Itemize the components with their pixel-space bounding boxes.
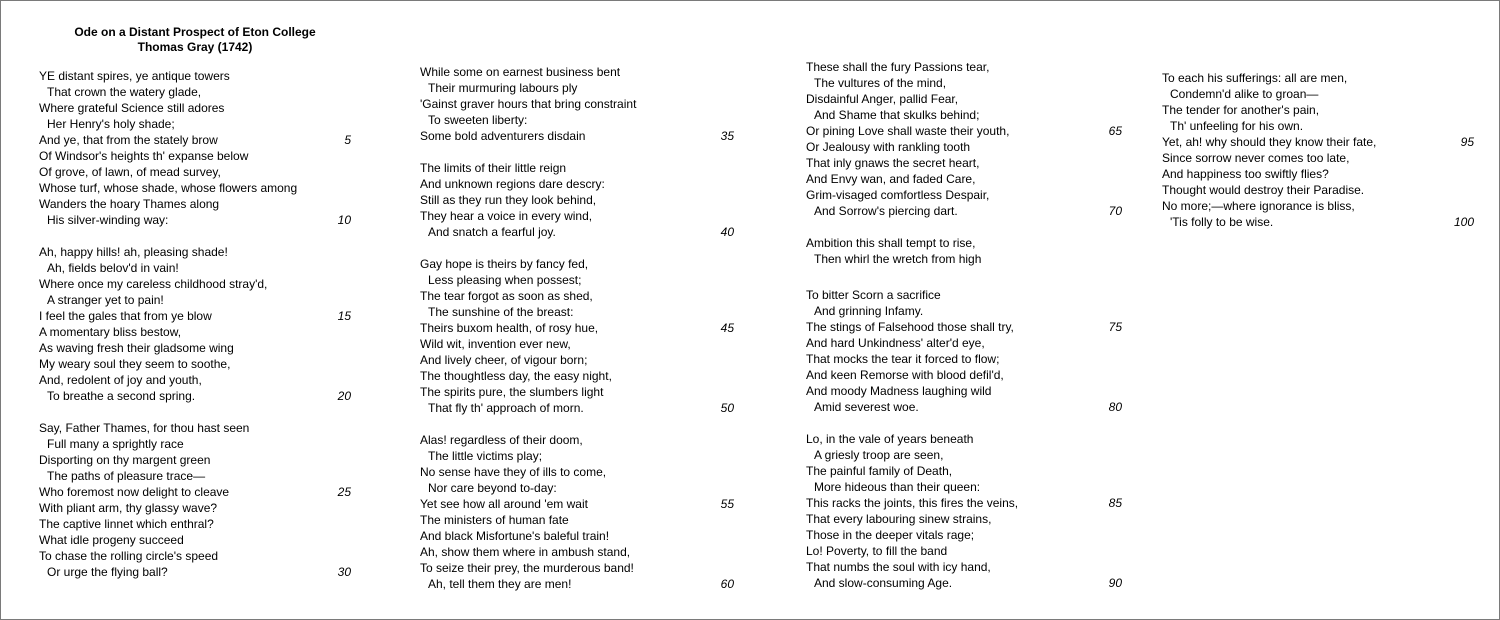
line-number: 35 <box>720 129 734 143</box>
verse-text: To each his sufferings: all are men, <box>1162 71 1348 85</box>
stanza <box>806 431 1122 591</box>
verse-line <box>806 203 1122 219</box>
verse-text: And slow-consuming Age. <box>814 576 953 590</box>
verse-line <box>39 500 351 516</box>
line-number: 5 <box>344 133 351 147</box>
verse-line <box>420 128 734 144</box>
verse-text: That mocks the tear it forced to flow; <box>806 352 1000 366</box>
verse-line <box>1162 214 1474 230</box>
stanza <box>420 160 734 240</box>
line-number: 30 <box>337 565 351 579</box>
verse-line <box>39 212 351 228</box>
verse-line <box>420 384 734 400</box>
line-number: 20 <box>337 389 351 403</box>
verse-line <box>806 187 1122 203</box>
verse-text: I feel the gales that from ye blow <box>39 309 212 323</box>
verse-text: Yet, ah! why should they know their fate, <box>1162 135 1377 149</box>
verse-text: The paths of pleasure trace— <box>47 469 206 483</box>
verse-text: And moody Madness laughing wild <box>806 384 992 398</box>
verse-text: Ah, tell them they are men! <box>428 577 572 591</box>
stanza <box>806 235 1122 267</box>
stanza-gap <box>420 240 734 256</box>
verse-text: That numbs the soul with icy hand, <box>806 560 991 574</box>
verse-text: That every labouring sinew strains, <box>806 512 992 526</box>
line-number: 55 <box>720 497 734 511</box>
verse-line <box>39 180 351 196</box>
stanza <box>420 64 734 144</box>
verse-text: That crown the watery glade, <box>47 85 202 99</box>
verse-line <box>806 559 1122 575</box>
verse-text: My weary soul they seem to soothe, <box>39 357 231 371</box>
verse-line <box>39 564 351 580</box>
line-number: 10 <box>337 213 351 227</box>
verse-text: They hear a voice in every wind, <box>420 209 593 223</box>
verse-text: Of grove, of lawn, of mead survey, <box>39 165 221 179</box>
verse-line <box>806 155 1122 171</box>
verse-text: No sense have they of ills to come, <box>420 465 607 479</box>
verse-line <box>39 532 351 548</box>
verse-line <box>806 59 1122 75</box>
verse-line <box>39 196 351 212</box>
verse-line <box>806 575 1122 591</box>
stanza-gap <box>420 416 734 432</box>
verse-text: Say, Father Thames, for thou hast seen <box>39 421 250 435</box>
verse-text: Ah, happy hills! ah, pleasing shade! <box>39 245 228 259</box>
verse-line <box>806 287 1122 303</box>
line-number: 85 <box>1108 496 1122 510</box>
line-number: 90 <box>1108 576 1122 590</box>
verse-line <box>1162 198 1474 214</box>
verse-text: Grim-visaged comfortless Despair, <box>806 188 990 202</box>
verse-line <box>420 464 734 480</box>
verse-text: And happiness too swiftly flies? <box>1162 167 1329 181</box>
verse-line <box>806 527 1122 543</box>
verse-text: Theirs buxom health, of rosy hue, <box>420 321 599 335</box>
verse-line <box>420 256 734 272</box>
verse-text: To bitter Scorn a sacrifice <box>806 288 941 302</box>
verse-text: And snatch a fearful joy. <box>428 225 556 239</box>
verse-text: Gay hope is theirs by fancy fed, <box>420 257 589 271</box>
verse-line <box>806 251 1122 267</box>
verse-line <box>1162 102 1474 118</box>
verse-line <box>39 68 351 84</box>
verse-line <box>806 107 1122 123</box>
verse-line <box>420 80 734 96</box>
verse-line <box>420 288 734 304</box>
verse-text: This racks the joints, this fires the veins, <box>806 496 1019 510</box>
verse-line <box>806 495 1122 511</box>
verse-line <box>39 516 351 532</box>
verse-line <box>806 367 1122 383</box>
verse-line <box>420 368 734 384</box>
verse-line <box>806 431 1122 447</box>
poem-title: Ode on a Distant Prospect of Eton College <box>74 25 316 39</box>
line-number: 95 <box>1460 135 1474 149</box>
verse-text: 'Tis folly to be wise. <box>1170 215 1274 229</box>
verse-text: 'Gainst graver hours that bring constraint <box>420 97 637 111</box>
stanza <box>1162 70 1474 230</box>
poem-column-3 <box>806 59 1122 591</box>
verse-line <box>806 511 1122 527</box>
verse-text: Of Windsor's heights th' expanse below <box>39 149 249 163</box>
verse-text: Still as they run they look behind, <box>420 193 597 207</box>
verse-line <box>39 100 351 116</box>
stanza <box>39 68 351 228</box>
line-number: 65 <box>1108 124 1122 138</box>
verse-text: Whose turf, whose shade, whose flowers among <box>39 181 298 195</box>
verse-text: And keen Remorse with blood defil'd, <box>806 368 1004 382</box>
verse-line <box>1162 166 1474 182</box>
verse-text: The thoughtless day, the easy night, <box>420 369 612 383</box>
verse-text: And grinning Infamy. <box>814 304 924 318</box>
verse-text: The sunshine of the breast: <box>428 305 574 319</box>
verse-text: Their murmuring labours ply <box>428 81 578 95</box>
verse-text: The vultures of the mind, <box>814 76 947 90</box>
verse-text: Condemn'd alike to groan— <box>1170 87 1319 101</box>
verse-line <box>806 479 1122 495</box>
verse-text: The little victims play; <box>428 449 543 463</box>
verse-line <box>420 224 734 240</box>
verse-line <box>420 96 734 112</box>
stanza <box>806 59 1122 219</box>
verse-text: Those in the deeper vitals rage; <box>806 528 975 542</box>
verse-text: More hideous than their queen: <box>814 480 981 494</box>
verse-text: And Sorrow's piercing dart. <box>814 204 958 218</box>
verse-line <box>39 340 351 356</box>
verse-line <box>39 484 351 500</box>
verse-text: The tender for another's pain, <box>1162 103 1320 117</box>
verse-text: A griesly troop are seen, <box>814 448 944 462</box>
verse-line <box>1162 118 1474 134</box>
verse-text: To sweeten liberty: <box>428 113 528 127</box>
verse-line <box>39 276 351 292</box>
verse-line <box>806 91 1122 107</box>
verse-text: And lively cheer, of vigour born; <box>420 353 588 367</box>
poem-author: Thomas Gray (1742) <box>137 40 253 54</box>
stanza-gap <box>39 404 351 420</box>
verse-text: Yet see how all around 'em wait <box>420 497 588 511</box>
verse-text: Wanders the hoary Thames along <box>39 197 220 211</box>
verse-line <box>420 496 734 512</box>
verse-text: As waving fresh their gladsome wing <box>39 341 234 355</box>
verse-line <box>420 336 734 352</box>
title-block <box>60 25 330 55</box>
verse-text: What idle progeny succeed <box>39 533 184 547</box>
verse-text: Ambition this shall tempt to rise, <box>806 236 976 250</box>
verse-text: Lo! Poverty, to fill the band <box>806 544 948 558</box>
verse-line <box>806 139 1122 155</box>
verse-text: Then whirl the wretch from high <box>814 252 982 266</box>
line-number: 75 <box>1108 320 1122 334</box>
verse-text: Ah, show them where in ambush stand, <box>420 545 631 559</box>
line-number: 45 <box>720 321 734 335</box>
stanza-gap <box>806 415 1122 431</box>
verse-line <box>806 319 1122 335</box>
verse-line <box>420 352 734 368</box>
verse-line <box>39 148 351 164</box>
verse-line <box>420 208 734 224</box>
line-number: 100 <box>1453 215 1474 229</box>
verse-line <box>420 528 734 544</box>
verse-line <box>39 116 351 132</box>
verse-text: Or urge the flying ball? <box>47 565 168 579</box>
verse-line <box>806 171 1122 187</box>
verse-line <box>806 383 1122 399</box>
verse-line <box>1162 86 1474 102</box>
stanza <box>39 420 351 580</box>
verse-text: And Envy wan, and faded Care, <box>806 172 976 186</box>
verse-line <box>39 372 351 388</box>
verse-line <box>39 324 351 340</box>
verse-line <box>1162 182 1474 198</box>
line-number: 50 <box>720 401 734 415</box>
verse-text: To chase the rolling circle's speed <box>39 549 219 563</box>
verse-line <box>420 112 734 128</box>
verse-line <box>420 480 734 496</box>
verse-line <box>39 420 351 436</box>
verse-line <box>420 512 734 528</box>
verse-text: And unknown regions dare descry: <box>420 177 605 191</box>
stanza <box>806 287 1122 415</box>
verse-line <box>420 160 734 176</box>
verse-text: Amid severest woe. <box>814 400 919 414</box>
verse-line <box>420 576 734 592</box>
stanza-gap <box>420 144 734 160</box>
verse-line <box>39 244 351 260</box>
verse-text: And black Misfortune's baleful train! <box>420 529 610 543</box>
verse-line <box>1162 150 1474 166</box>
verse-text: That fly th' approach of morn. <box>428 401 584 415</box>
verse-line <box>420 448 734 464</box>
verse-text: Alas! regardless of their doom, <box>420 433 583 447</box>
verse-text: No more;—where ignorance is bliss, <box>1162 199 1355 213</box>
verse-line <box>420 560 734 576</box>
verse-line <box>420 400 734 416</box>
verse-line <box>806 351 1122 367</box>
verse-text: And, redolent of joy and youth, <box>39 373 202 387</box>
verse-text: Some bold adventurers disdain <box>420 129 586 143</box>
verse-text: The captive linnet which enthral? <box>39 517 214 531</box>
verse-text: Wild wit, invention ever new, <box>420 337 571 351</box>
verse-line <box>39 84 351 100</box>
line-number: 40 <box>720 225 734 239</box>
verse-line <box>39 468 351 484</box>
verse-text: And ye, that from the stately brow <box>39 133 218 147</box>
verse-line <box>420 272 734 288</box>
verse-line <box>39 308 351 324</box>
verse-text: The spirits pure, the slumbers light <box>420 385 604 399</box>
poem-column-1 <box>39 68 351 580</box>
line-number: 25 <box>337 485 351 499</box>
verse-line <box>806 463 1122 479</box>
line-number: 80 <box>1108 400 1122 414</box>
stanza-gap <box>39 228 351 244</box>
verse-text: To seize their prey, the murderous band! <box>420 561 634 575</box>
verse-text: Disporting on thy margent green <box>39 453 211 467</box>
verse-text: And hard Unkindness' alter'd eye, <box>806 336 985 350</box>
poem-column-4 <box>1162 70 1474 230</box>
verse-line <box>1162 70 1474 86</box>
verse-text: Her Henry's holy shade; <box>47 117 175 131</box>
verse-line <box>39 356 351 372</box>
verse-text: The ministers of human fate <box>420 513 569 527</box>
verse-line <box>39 436 351 452</box>
verse-line <box>806 303 1122 319</box>
verse-line <box>39 388 351 404</box>
verse-line <box>420 192 734 208</box>
poem-column-2 <box>420 64 734 592</box>
verse-text: Th' unfeeling for his own. <box>1170 119 1304 133</box>
verse-line <box>806 235 1122 251</box>
verse-text: Thought would destroy their Paradise. <box>1162 183 1365 197</box>
verse-line <box>420 176 734 192</box>
verse-text: The tear forgot as soon as shed, <box>420 289 593 303</box>
verse-text: To breathe a second spring. <box>47 389 196 403</box>
verse-text: And Shame that skulks behind; <box>814 108 980 122</box>
verse-text: The painful family of Death, <box>806 464 953 478</box>
verse-text: Where once my careless childhood stray'd, <box>39 277 268 291</box>
verse-text: Ah, fields belov'd in vain! <box>47 261 179 275</box>
verse-line <box>806 75 1122 91</box>
verse-text: The stings of Falsehood those shall try, <box>806 320 1014 334</box>
verse-text: Less pleasing when possest; <box>428 273 582 287</box>
verse-text: With pliant arm, thy glassy wave? <box>39 501 218 515</box>
verse-text: A stranger yet to pain! <box>47 293 164 307</box>
line-number: 70 <box>1108 204 1122 218</box>
verse-text: Or pining Love shall waste their youth, <box>806 124 1010 138</box>
verse-line <box>39 452 351 468</box>
stanza <box>420 256 734 416</box>
verse-text: Who foremost now delight to cleave <box>39 485 230 499</box>
line-number: 15 <box>337 309 351 323</box>
verse-line <box>39 132 351 148</box>
line-number: 60 <box>720 577 734 591</box>
verse-line <box>806 123 1122 139</box>
verse-text: Or Jealousy with rankling tooth <box>806 140 971 154</box>
verse-text: YE distant spires, ye antique towers <box>39 69 230 83</box>
verse-text: A momentary bliss bestow, <box>39 325 182 339</box>
verse-line <box>806 543 1122 559</box>
verse-line <box>39 260 351 276</box>
verse-line <box>806 335 1122 351</box>
verse-text: These shall the fury Passions tear, <box>806 60 990 74</box>
verse-line <box>806 399 1122 415</box>
verse-text: That inly gnaws the secret heart, <box>806 156 980 170</box>
verse-line <box>39 548 351 564</box>
verse-line <box>420 544 734 560</box>
verse-line <box>39 292 351 308</box>
verse-text: His silver-winding way: <box>47 213 169 227</box>
verse-line <box>1162 134 1474 150</box>
verse-line <box>420 432 734 448</box>
verse-text: Since sorrow never comes too late, <box>1162 151 1350 165</box>
verse-line <box>420 320 734 336</box>
verse-text: Disdainful Anger, pallid Fear, <box>806 92 959 106</box>
verse-line <box>420 304 734 320</box>
verse-line <box>39 164 351 180</box>
verse-text: The limits of their little reign <box>420 161 567 175</box>
verse-text: Full many a sprightly race <box>47 437 184 451</box>
stanza-gap <box>806 267 1122 287</box>
stanza-gap <box>806 219 1122 235</box>
verse-line <box>806 447 1122 463</box>
verse-text: Lo, in the vale of years beneath <box>806 432 974 446</box>
stanza <box>39 244 351 404</box>
verse-text: Nor care beyond to-day: <box>428 481 557 495</box>
verse-line <box>420 64 734 80</box>
verse-text: Where grateful Science still adores <box>39 101 225 115</box>
verse-text: While some on earnest business bent <box>420 65 621 79</box>
stanza <box>420 432 734 592</box>
